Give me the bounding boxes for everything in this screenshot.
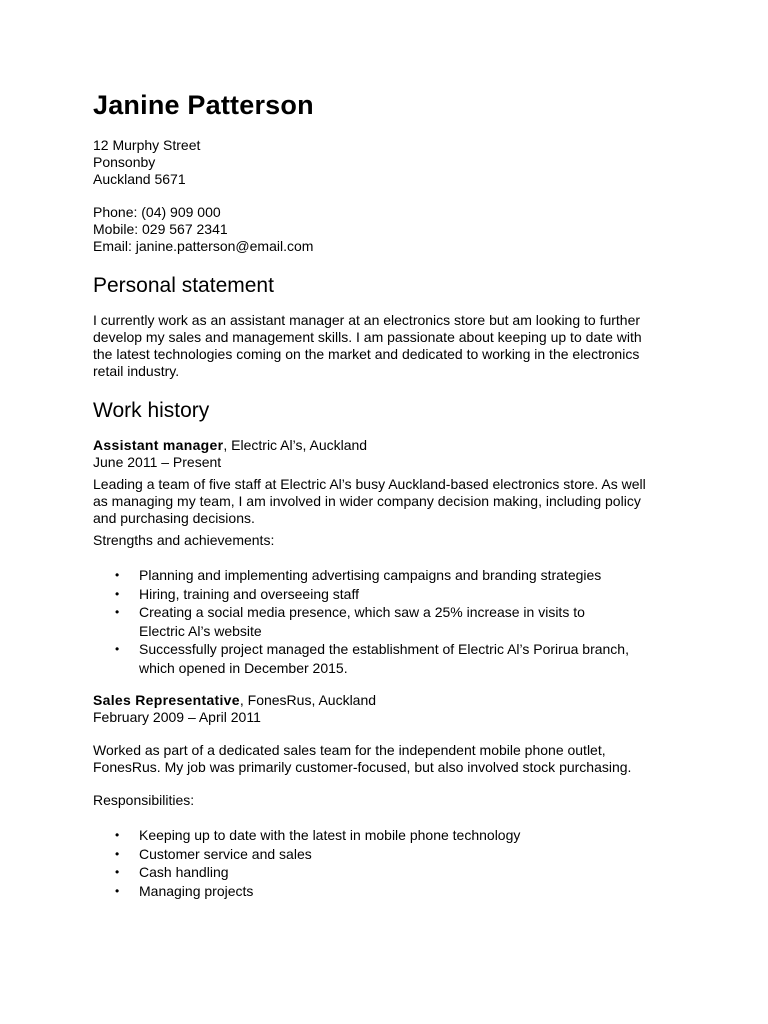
address-line: Auckland 5671 [93, 171, 186, 187]
job-bullet-list [93, 826, 668, 900]
job-dates: February 2009 – April 2011 [93, 709, 261, 725]
email-line: Email: janine.patterson@email.com [93, 238, 314, 254]
bullet-icon: • [115, 883, 120, 898]
job-list-label: Responsibilities: [93, 792, 195, 808]
job-entry [93, 437, 668, 677]
personal-statement-heading: Personal statement [93, 274, 274, 297]
list-item [93, 566, 668, 585]
list-item [93, 585, 668, 604]
list-item [93, 863, 668, 882]
job-title-line [93, 692, 668, 709]
job-employer: , FonesRus, Auckland [239, 692, 377, 708]
job-entry [93, 692, 668, 900]
list-item-text: Hiring, training and overseeing staff [139, 585, 359, 602]
bullet-icon: • [115, 568, 120, 582]
job-employer: , Electric Al’s, Auckland [223, 437, 368, 453]
bullet-icon: • [115, 846, 120, 861]
list-item [93, 603, 599, 640]
job-description: Worked as part of a dedicated sales team for the independent mobile phone outlet, FonesRus. My job was primarily customer-focused, but also involved stock purchasing. [93, 742, 632, 775]
job-bullet-list [93, 566, 668, 677]
list-item [93, 882, 668, 901]
address-block [93, 137, 668, 188]
bullet-icon: • [115, 642, 120, 656]
job-description: Leading a team of five staff at Electric Al’s busy Auckland-based electronics store. As well as managing my team, I am involved in wider company decision making, including policy and purchasing decisions. [93, 476, 646, 526]
job-list-label: Strengths and achievements: [93, 532, 275, 548]
list-item [93, 845, 668, 864]
list-item-text: Managing projects [139, 882, 254, 899]
job-title: Sales Representative [93, 692, 240, 708]
phone-line: Phone: (04) 909 000 [93, 204, 221, 220]
mobile-line: Mobile: 029 567 2341 [93, 221, 228, 237]
list-item-text: Successfully project managed the establishment of Electric Al’s Porirua branch, which opened in December 2015. [139, 641, 629, 676]
candidate-name: Janine Patterson [93, 90, 314, 120]
contact-block [93, 204, 668, 255]
list-item [93, 640, 639, 677]
resume-page [93, 88, 668, 900]
list-item-text: Creating a social media presence, which saw a 25% increase in visits to Electric Al’s website [139, 604, 585, 639]
bullet-icon: • [115, 605, 120, 619]
list-item-text: Customer service and sales [139, 845, 312, 862]
work-history-heading: Work history [93, 399, 210, 422]
list-item [93, 826, 668, 845]
bullet-icon: • [115, 865, 120, 879]
personal-statement-text: I currently work as an assistant manager at an electronics store but am looking to further develop my sales and management skills. I am passionate about keeping up to date with the latest technologies coming on the market and dedicated to working in the electronics retail industry. [93, 312, 642, 379]
job-dates: June 2011 – Present [93, 454, 222, 470]
job-title-line [93, 437, 668, 454]
list-item-text: Planning and implementing advertising campaigns and branding strategies [139, 567, 602, 583]
address-line: 12 Murphy Street [93, 137, 201, 153]
job-title: Assistant manager [93, 437, 224, 453]
bullet-icon: • [115, 828, 120, 842]
list-item-text: Keeping up to date with the latest in mobile phone technology [139, 827, 521, 843]
bullet-icon: • [115, 586, 120, 601]
address-line: Ponsonby [93, 154, 156, 170]
list-item-text: Cash handling [139, 864, 229, 880]
